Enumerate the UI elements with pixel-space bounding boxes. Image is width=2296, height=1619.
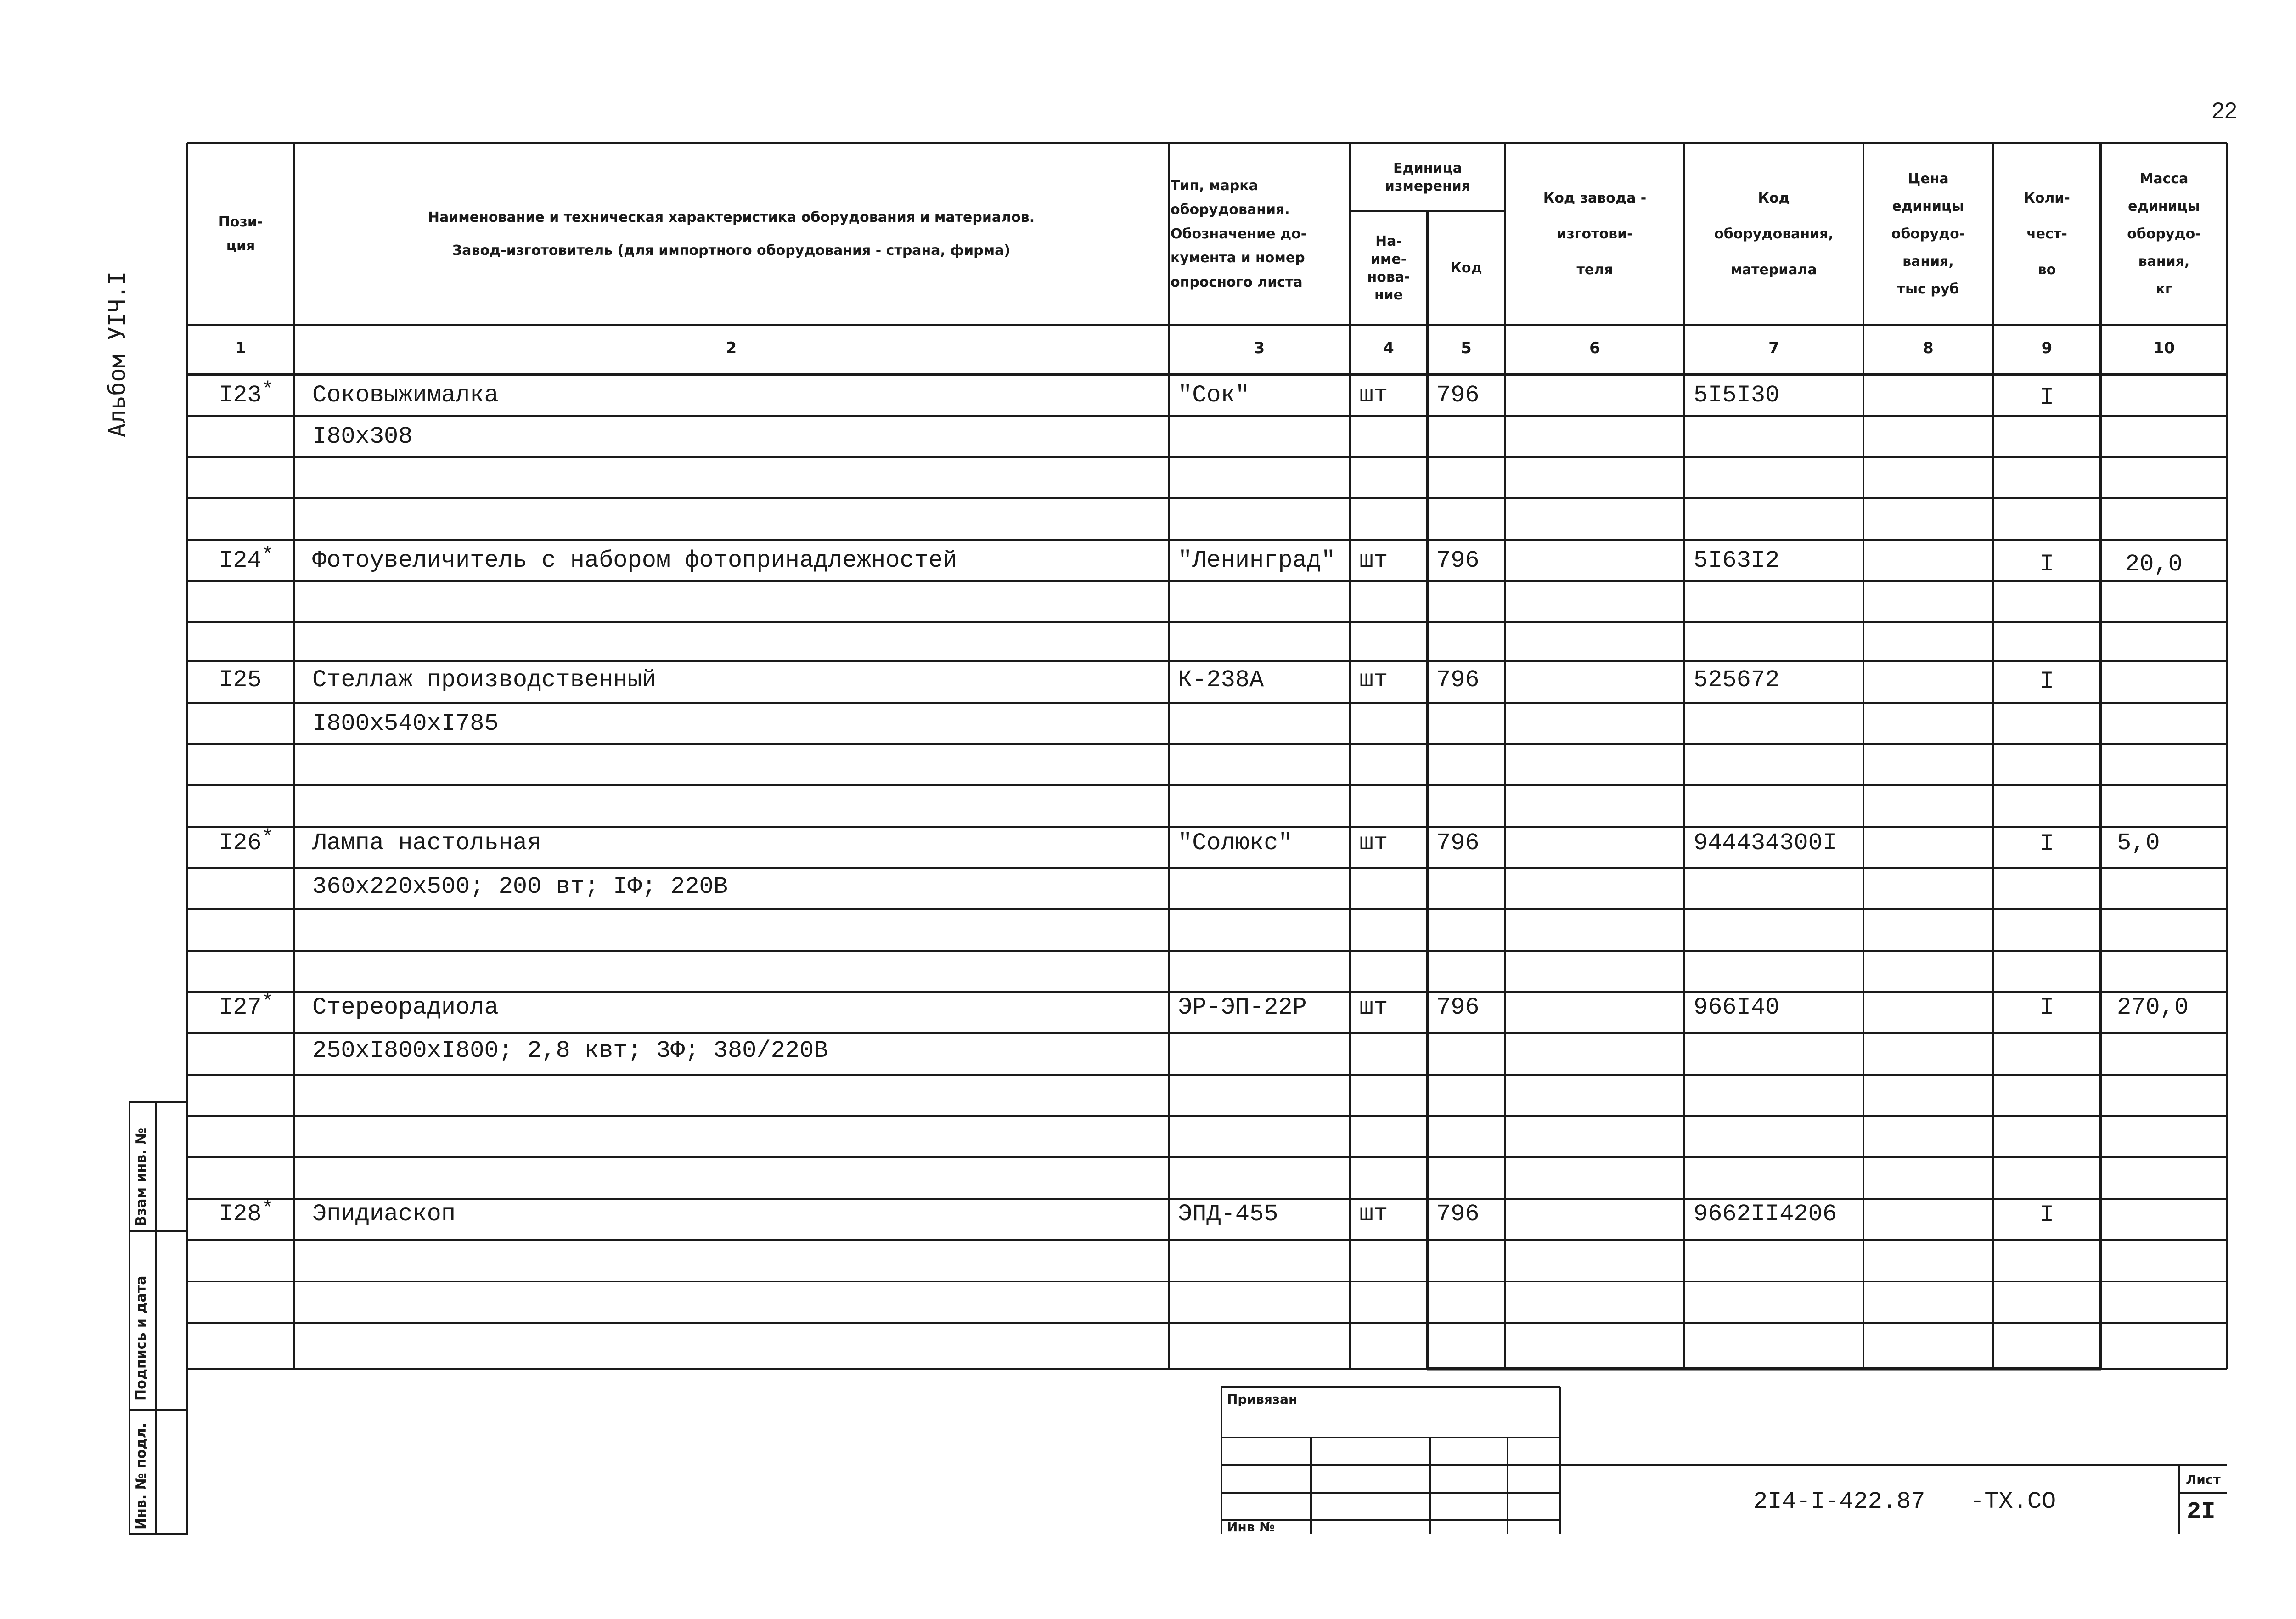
header-position: Пози- ция [218,214,263,254]
header-name-line2: Завод-изготовитель (для импортного оборудования - страна, фирма) [452,243,1011,259]
column-number: 6 [1589,339,1600,357]
column-number: 4 [1383,339,1394,357]
column-number: 9 [2041,339,2053,357]
table-row-position: I26* [219,826,274,857]
header-unit-code: Код [1450,259,1482,276]
table-row-name: I800x540xI785 [312,710,499,737]
table-row-unit-code: 796 [1436,382,1480,409]
header-equipment-code: Код оборудования, материала [1714,190,1834,278]
header-name [294,143,1169,325]
header-quantity: Коли- чест- во [2024,190,2070,278]
header-unit-name: На- име- нова- ние [1367,233,1410,303]
table-row-type: "Солюкс" [1178,829,1293,857]
column-number: 2 [726,339,737,357]
table-row-code: 9662II4206 [1694,1201,1837,1228]
table-row-name: Соковыжималка [312,382,499,409]
table-row-quantity: I [2039,1202,2054,1229]
header-name-line1: Наименование и техническая характеристика оборудования и материалов. [428,209,1035,226]
stamp-inv-original: Инв. № подл. [133,1422,149,1529]
table-row-unit: шт [1359,382,1388,409]
table-row-mass: 20,0 [2125,551,2183,578]
table-row-unit-code: 796 [1436,547,1480,574]
table-row-name: I80x308 [312,423,413,450]
table-row-unit: шт [1359,666,1388,694]
table-row-name: 360x220x500; 200 вт; IФ; 220В [312,873,728,900]
table-row-quantity: I [2039,384,2054,411]
document-number: 2I4-I-422.87 [1753,1488,1925,1515]
page-number: 22 [2212,98,2237,124]
table-row-name: Стереорадиола [312,994,499,1021]
table-row-quantity: I [2039,830,2054,857]
table-row-unit-code: 796 [1436,1201,1480,1228]
stamp-signature-date: Подпись и дата [133,1275,149,1401]
table-row-type: "Ленинград" [1178,547,1336,574]
table-row-type: ЭР-ЭП-22Р [1178,994,1307,1021]
header-price: Цена единицы оборудо- вания, тыс руб [1891,171,1965,297]
column-number: 7 [1768,339,1779,357]
table-row-name: Лампа настольная [312,829,542,857]
table-row-quantity: I [2039,668,2054,695]
table-row-position: I25 [219,666,262,694]
sheet-number: 2I [2187,1498,2216,1525]
table-row-position: I28* [219,1197,274,1228]
table-row-position: I24* [219,544,274,574]
table-row-name: Фотоувеличитель с набором фотопринадлежностей [312,547,957,574]
column-number: 8 [1923,339,1934,357]
sheet-label: Лист [2186,1472,2221,1487]
table-row-code: 5I5I30 [1694,382,1780,409]
stamp-vzam-inv: Взам инв. № [133,1128,149,1226]
column-number: 1 [235,339,246,357]
table-row-unit-code: 796 [1436,994,1480,1021]
table-row-name: Стеллаж производственный [312,666,656,694]
column-number: 10 [2153,339,2175,357]
header-unit-group: Единица измерения [1384,160,1471,194]
table-row-code: 966I40 [1694,994,1780,1021]
table-row-type: "Сок" [1178,382,1250,409]
table-row-unit-code: 796 [1436,666,1480,694]
table-row-unit-code: 796 [1436,829,1480,857]
document-suffix: -ТХ.СО [1970,1488,2056,1515]
table-row-position: I27* [219,991,274,1021]
table-row-type: К-238А [1178,666,1264,694]
table-row-quantity: I [2039,551,2054,578]
table-row-name: 250xI800xI800; 2,8 квт; 3Ф; 380/220В [312,1037,828,1064]
table-row-quantity: I [2039,994,2054,1021]
table-row-mass: 5,0 [2117,829,2160,857]
table-row-type: ЭПД-455 [1178,1201,1278,1228]
table-row-unit: шт [1359,829,1388,857]
table-row-code: 944434300I [1694,829,1837,857]
header-mass: Масса единицы оборудо- вания, кг [2127,171,2201,297]
table-row-unit: шт [1359,547,1388,574]
header-factory-code: Код завода - изготови- теля [1543,190,1647,278]
album-label: Альбом УІЧ.І [104,271,130,437]
table-row-mass: 270,0 [2117,994,2189,1021]
table-row-code: 5I63I2 [1694,547,1780,574]
table-row-unit: шт [1359,994,1388,1021]
header-type: Тип, марка оборудования. Обозначение до- кумента и номер опросного листа [1171,177,1307,290]
table-row-name: Эпидиаскоп [312,1201,456,1228]
title-block-privyazan: Привязан [1227,1392,1298,1407]
title-block-inv-no: Инв № [1227,1519,1275,1534]
table-row-code: 525672 [1694,666,1780,694]
column-number: 3 [1254,339,1265,357]
table-row-unit: шт [1359,1201,1388,1228]
column-number: 5 [1461,339,1472,357]
table-row-position: I23* [219,378,274,409]
